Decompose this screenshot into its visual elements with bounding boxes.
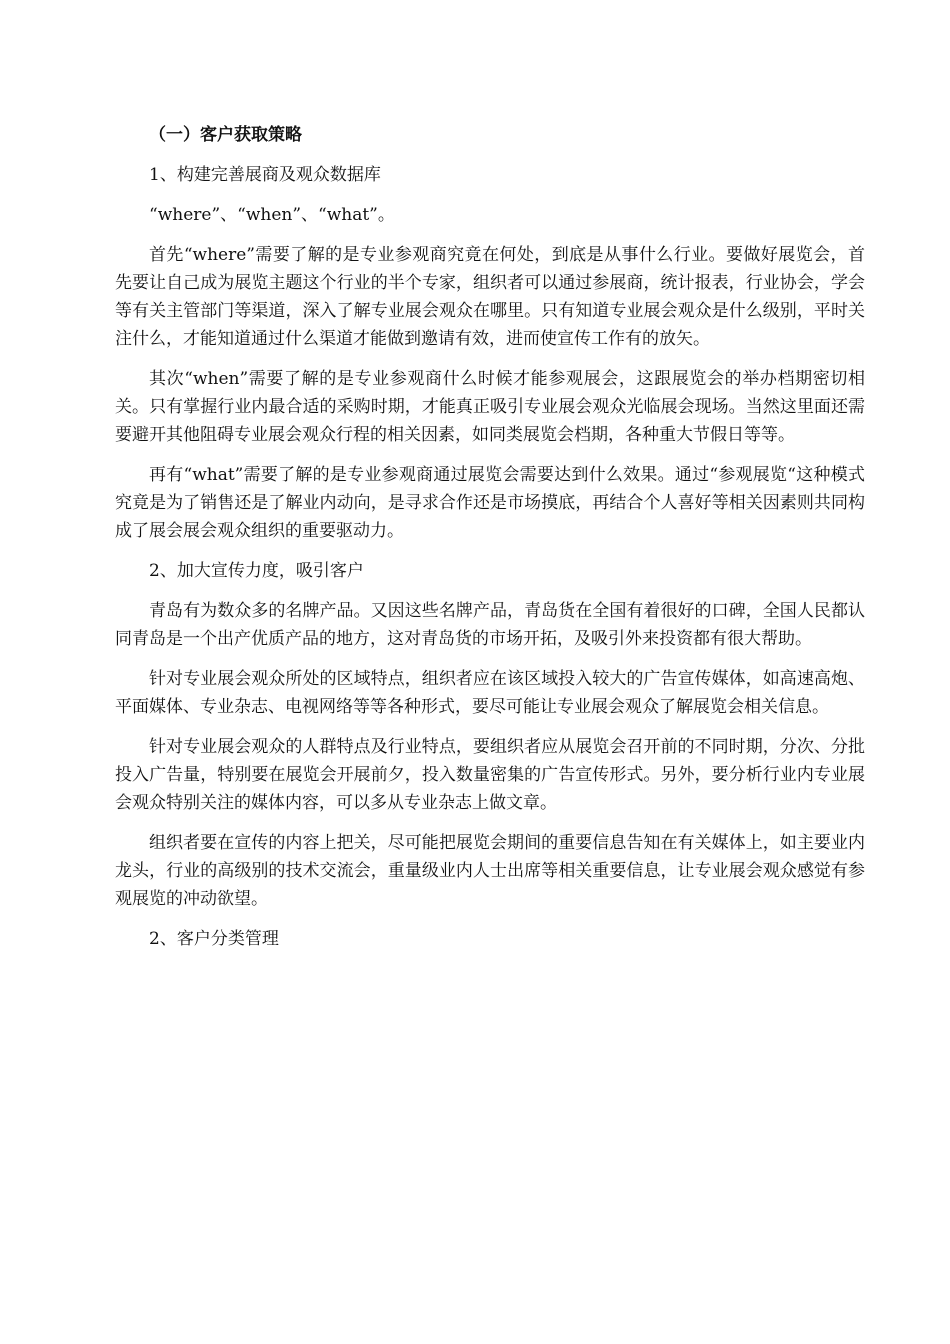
section-title: （一）客户获取策略 (149, 125, 302, 145)
document-body (115, 121, 865, 965)
subsection-heading-3: 2、客户分类管理 (149, 929, 279, 949)
paragraph-where: 首先“where”需要了解的是专业参观商究竟在何处，到底是从事什么行业。要做好展览会，首先要让自己成为展览主题这个行业的半个专家，组织者可以通过参展商，统计报表，行业协会，学会等有关主管部门等渠道，深入了解专业展会观众在哪里。只有知道专业展会观众是什么级别，平时关注什么，才能知道通过什么渠道才能做到邀请有效，进而使宣传工作有的放矢。 (115, 245, 865, 349)
paragraph-what: 再有“what”需要了解的是专业参观商通过展览会需要达到什么效果。通过“参观展览“这种模式究竟是为了销售还是了解业内动向，是寻求合作还是市场摸底，再结合个人喜好等相关因素则共同构成了展会展会观众组织的重要驱动力。 (115, 465, 865, 541)
paragraph-qingdao: 青岛有为数众多的名牌产品。又因这些名牌产品，青岛货在全国有着很好的口碑，全国人民都认同青岛是一个出产优质产品的地方，这对青岛货的市场开拓，及吸引外来投资都有很大帮助。 (115, 601, 865, 649)
paragraph-crowd: 针对专业展会观众的人群特点及行业特点，要组织者应从展览会召开前的不同时期，分次、分批投入广告量，特别要在展览会开展前夕，投入数量密集的广告宣传形式。另外，要分析行业内专业展会观众特别关注的媒体内容，可以多从专业杂志上做文章。 (115, 737, 865, 813)
paragraph-when: 其次“when”需要了解的是专业参观商什么时候才能参观展会，这跟展览会的举办档期密切相关。只有掌握行业内最合适的采购时期，才能真正吸引专业展会观众光临展会现场。当然这里面还需要避开其他阻碍专业展会观众行程的相关因素，如同类展览会档期，各种重大节假日等等。 (115, 369, 865, 445)
subsection-heading-2: 2、加大宣传力度，吸引客户 (149, 561, 364, 581)
intro-line: “where”、“when”、“what”。 (149, 205, 395, 225)
subsection-heading-1: 1、构建完善展商及观众数据库 (149, 165, 381, 185)
paragraph-content: 组织者要在宣传的内容上把关，尽可能把展览会期间的重要信息告知在有关媒体上，如主要业内龙头，行业的高级别的技术交流会，重量级业内人士出席等相关重要信息，让专业展会观众感觉有参观展览的冲动欲望。 (115, 833, 865, 909)
paragraph-region: 针对专业展会观众所处的区域特点，组织者应在该区域投入较大的广告宣传媒体，如高速高炮、平面媒体、专业杂志、电视网络等等各种形式，要尽可能让专业展会观众了解展览会相关信息。 (115, 669, 865, 717)
